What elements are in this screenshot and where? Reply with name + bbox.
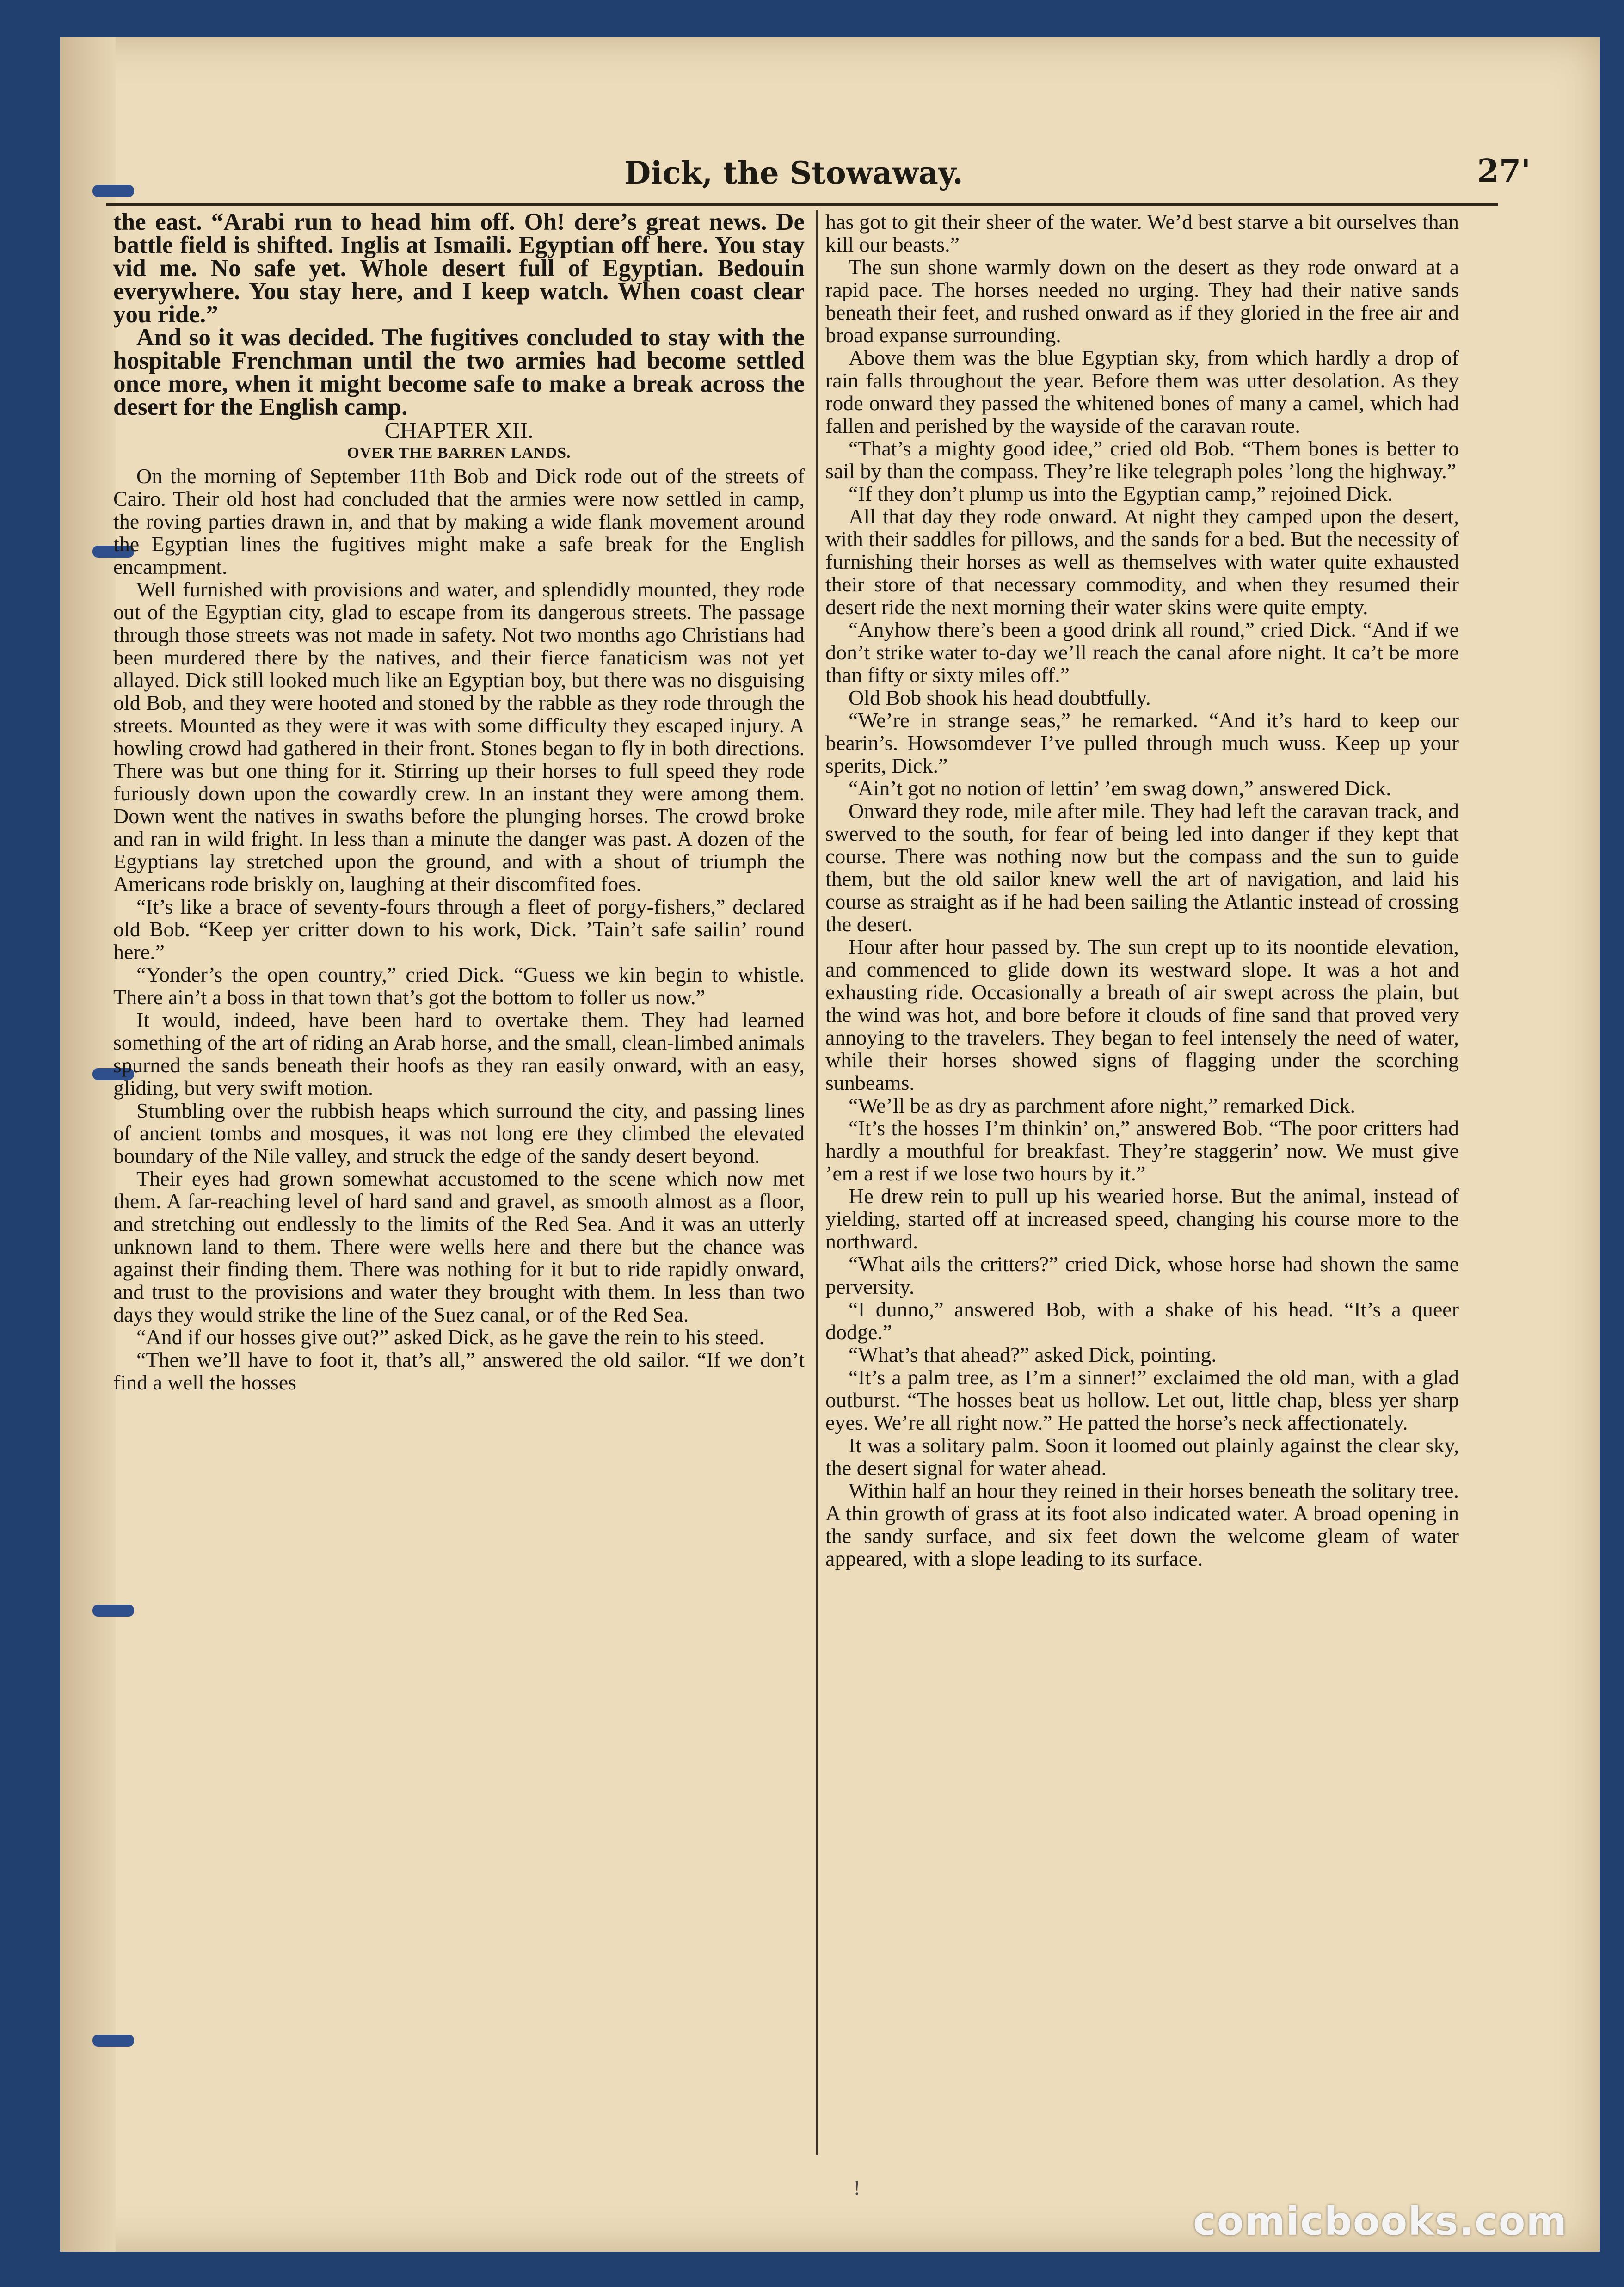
- paragraph: Above them was the blue Egyptian sky, from which hardly a drop of rain falls throughout the year. Before them was utter desolation. As they rode onward they passed the whitened bones of many a camel, which had fallen and perished by the wayside of the caravan route.: [825, 346, 1459, 437]
- paragraph: the east. “Arabi run to head him off. Oh! dere’s great news. De battle field is shifted. Inglis at Ismaili. Egyptian off here. You stay vid me. No safe yet. Whole desert full of Egyptian. Bedouin everywhere. You stay here, and I keep watch. When coast clear you ride.”: [113, 209, 805, 328]
- paragraph: The sun shone warmly down on the desert as they rode onward at a rapid pace. The horses needed no urging. They had their native sands beneath their feet, and rushed onward as if they gloried in the free air and broad expanse surrounding.: [825, 255, 1459, 347]
- paragraph: It would, indeed, have been hard to overtake them. They had learned something of the art of riding an Arab horse, and the small, clean-limbed animals spurned the sands beneath their hoofs as they ran easily onward, with an easy, gliding, but very swift motion.: [113, 1008, 805, 1100]
- paragraph: All that day they rode onward. At night they camped upon the desert, with their saddles for pillows, and the sands for a bed. But the necessity of furnishing their horses as well as themselves with water quite exhausted their store of that necessary commodity, and when they resumed their desert ride the next morning their water skins were quite empty.: [825, 504, 1459, 619]
- footer-mark: !: [853, 2178, 861, 2199]
- paragraph: “It’s like a brace of seventy-fours through a fleet of porgy-fishers,” declared old Bob. “Keep yer critter down to his work, Dick. ’Tain’t safe sailin’ round here.”: [113, 895, 805, 964]
- paragraph: “Then we’ll have to foot it, that’s all,” answered the old sailor. “If we don’t find a well the hosses: [113, 1348, 805, 1394]
- paragraph: “We’ll be as dry as parchment afore night,” remarked Dick.: [849, 1094, 1355, 1117]
- paragraph: Onward they rode, mile after mile. They had left the caravan track, and swerved to the south, for fear of being led into danger if they kept that course. There was nothing now but the compass and the sun to guide them, but the old sailor knew well the art of navigation, and laid his course as straight as if he had been sailing the Atlantic instead of crossing the desert.: [825, 799, 1459, 936]
- paragraph: It was a solitary palm. Soon it loomed out plainly against the clear sky, the desert signal for water ahead.: [825, 1433, 1459, 1480]
- page-spine: [60, 37, 116, 2252]
- paragraph: “We’re in strange seas,” he remarked. “And it’s hard to keep our bearin’s. Howsomdever I’ve pulled through much wuss. Keep up your sperits, Dick.”: [825, 708, 1459, 777]
- paragraph: “It’s a palm tree, as I’m a sinner!” exclaimed the old man, with a glad outburst. “The hosses beat us hollow. Let out, little chap, bless yer sharp eyes. We’re all right now.” He patted the horse’s neck affectionately.: [825, 1365, 1459, 1434]
- paragraph: Within half an hour they reined in their horses beneath the solitary tree. A thin growth of grass at its foot also indicated water. A broad opening in the sandy surface, and six feet down the welcome gleam of water appeared, with a slope leading to its surface.: [825, 1479, 1459, 1570]
- paragraph: On the morning of September 11th Bob and Dick rode out of the streets of Cairo. Their old host had concluded that the armies were now settled in camp, the roving parties drawn in, and that by making a wide flank movement around the Egyptian lines the fugitives might make a safe break for the English encampment.: [113, 464, 805, 578]
- paragraph: “I dunno,” answered Bob, with a shake of his head. “It’s a queer dodge.”: [825, 1297, 1459, 1344]
- paragraph: “Yonder’s the open country,” cried Dick. “Guess we kin begin to whistle. There ain’t a boss in that town that’s got the bottom to foller us now.”: [113, 963, 805, 1009]
- right-column: [825, 210, 1459, 1570]
- page-number: 27': [1477, 153, 1531, 190]
- binding-stitch: [92, 1605, 134, 1617]
- paragraph: has got to git their sheer of the water. We’d best starve a bit ourselves than kill our beasts.”: [825, 210, 1459, 256]
- paragraph: “What ails the critters?” cried Dick, whose horse had shown the same perversity.: [825, 1252, 1459, 1298]
- running-header: [111, 134, 1540, 190]
- binding-stitch: [92, 2035, 134, 2047]
- column-divider: [816, 210, 818, 2155]
- paragraph: He drew rein to pull up his wearied horse. But the animal, instead of yielding, started off at increased speed, changing his course more to the northward.: [825, 1184, 1459, 1253]
- paragraph: Well furnished with provisions and water, and splendidly mounted, they rode out of the Egyptian city, glad to escape from its dangerous streets. The passage through those streets was not made in safety. Not two months ago Christians had been murdered there by the natives, and their fierce fanaticism was not yet allayed. Dick still looked much like an Egyptian boy, but there was no disguising old Bob, and they were hooted and stoned by the rabble as they rode through the streets. Mounted as they were it was with some difficulty they escaped injury. A howling crowd had gathered in their front. Stones began to fly in both directions. There was but one thing for it. Stirring up their horses to full speed they rode furiously down upon the cowardly crew. In an instant they were among them. Down went the natives in swaths before the plunging horses. The crowd broke and ran in wild fright. In less than a minute the danger was past. A dozen of the Egyptians lay stretched upon the ground, and with a shout of triumph the Americans rode briskly on, laughing at their discomfited foes.: [113, 578, 805, 896]
- paragraph: “Anyhow there’s been a good drink all round,” cried Dick. “And if we don’t strike water to-day we’ll reach the canal afore night. It ca’t be more than fifty or sixty miles off.”: [825, 618, 1459, 687]
- chapter-subtitle: OVER THE BARREN LANDS.: [347, 444, 571, 461]
- header-rule: [106, 203, 1498, 206]
- site-watermark: comicbooks.com: [1193, 2199, 1568, 2244]
- paragraph: Their eyes had grown somewhat accustomed to the scene which now met them. A far-reaching level of hard sand and gravel, as smooth almost as a floor, and stretching out endlessly to the limits of the Red Sea. And it was an utterly unknown land to them. There were wells here and there but the chance was against their finding them. There was nothing for it but to ride rapidly onward, and trust to the provisions and water they brought with them. In less than two days they would strike the line of the Suez canal, or of the Red Sea.: [113, 1167, 805, 1326]
- paragraph: “Ain’t got no notion of lettin’ ’em swag down,” answered Dick.: [849, 776, 1391, 800]
- paragraph: “If they don’t plump us into the Egyptian camp,” rejoined Dick.: [849, 482, 1393, 505]
- left-column: [113, 210, 805, 1394]
- chapter-heading: CHAPTER XII.: [384, 417, 534, 443]
- paragraph: “What’s that ahead?” asked Dick, pointing.: [849, 1343, 1217, 1366]
- paragraph: “And if our hosses give out?” asked Dick, as he gave the rein to his steed.: [136, 1325, 764, 1349]
- paragraph: Stumbling over the rubbish heaps which surround the city, and passing lines of ancient tombs and mosques, it was not long ere they climbed the elevated boundary of the Nile valley, and struck the edge of the sandy desert beyond.: [113, 1099, 805, 1168]
- paragraph: Hour after hour passed by. The sun crept up to its noontide elevation, and commenced to glide down its westward slope. It was a hot and exhausting ride. Occasionally a breath of air swept across the plain, but the wind was hot, and bore before it clouds of fine sand that proved very annoying to the travelers. They began to feel intensely the need of water, while their horses showed signs of flagging under the scorching sunbeams.: [825, 935, 1459, 1094]
- paragraph: “That’s a mighty good idee,” cried old Bob. “Them bones is better to sail by than the compass. They’re like telegraph poles ’long the highway.”: [825, 436, 1459, 483]
- paragraph: Old Bob shook his head doubtfully.: [849, 686, 1151, 709]
- paragraph: And so it was decided. The fugitives concluded to stay with the hospitable Frenchman until the two armies had become settled once more, when it might become safe to make a break across the desert for the English camp.: [113, 324, 805, 420]
- paragraph: “It’s the hosses I’m thinkin’ on,” answered Bob. “The poor critters had hardly a mouthful for breakfast. They’re staggerin’ now. We must give ’em a rest if we lose two hours by it.”: [825, 1116, 1459, 1185]
- running-title: Dick, the Stowaway.: [624, 155, 963, 191]
